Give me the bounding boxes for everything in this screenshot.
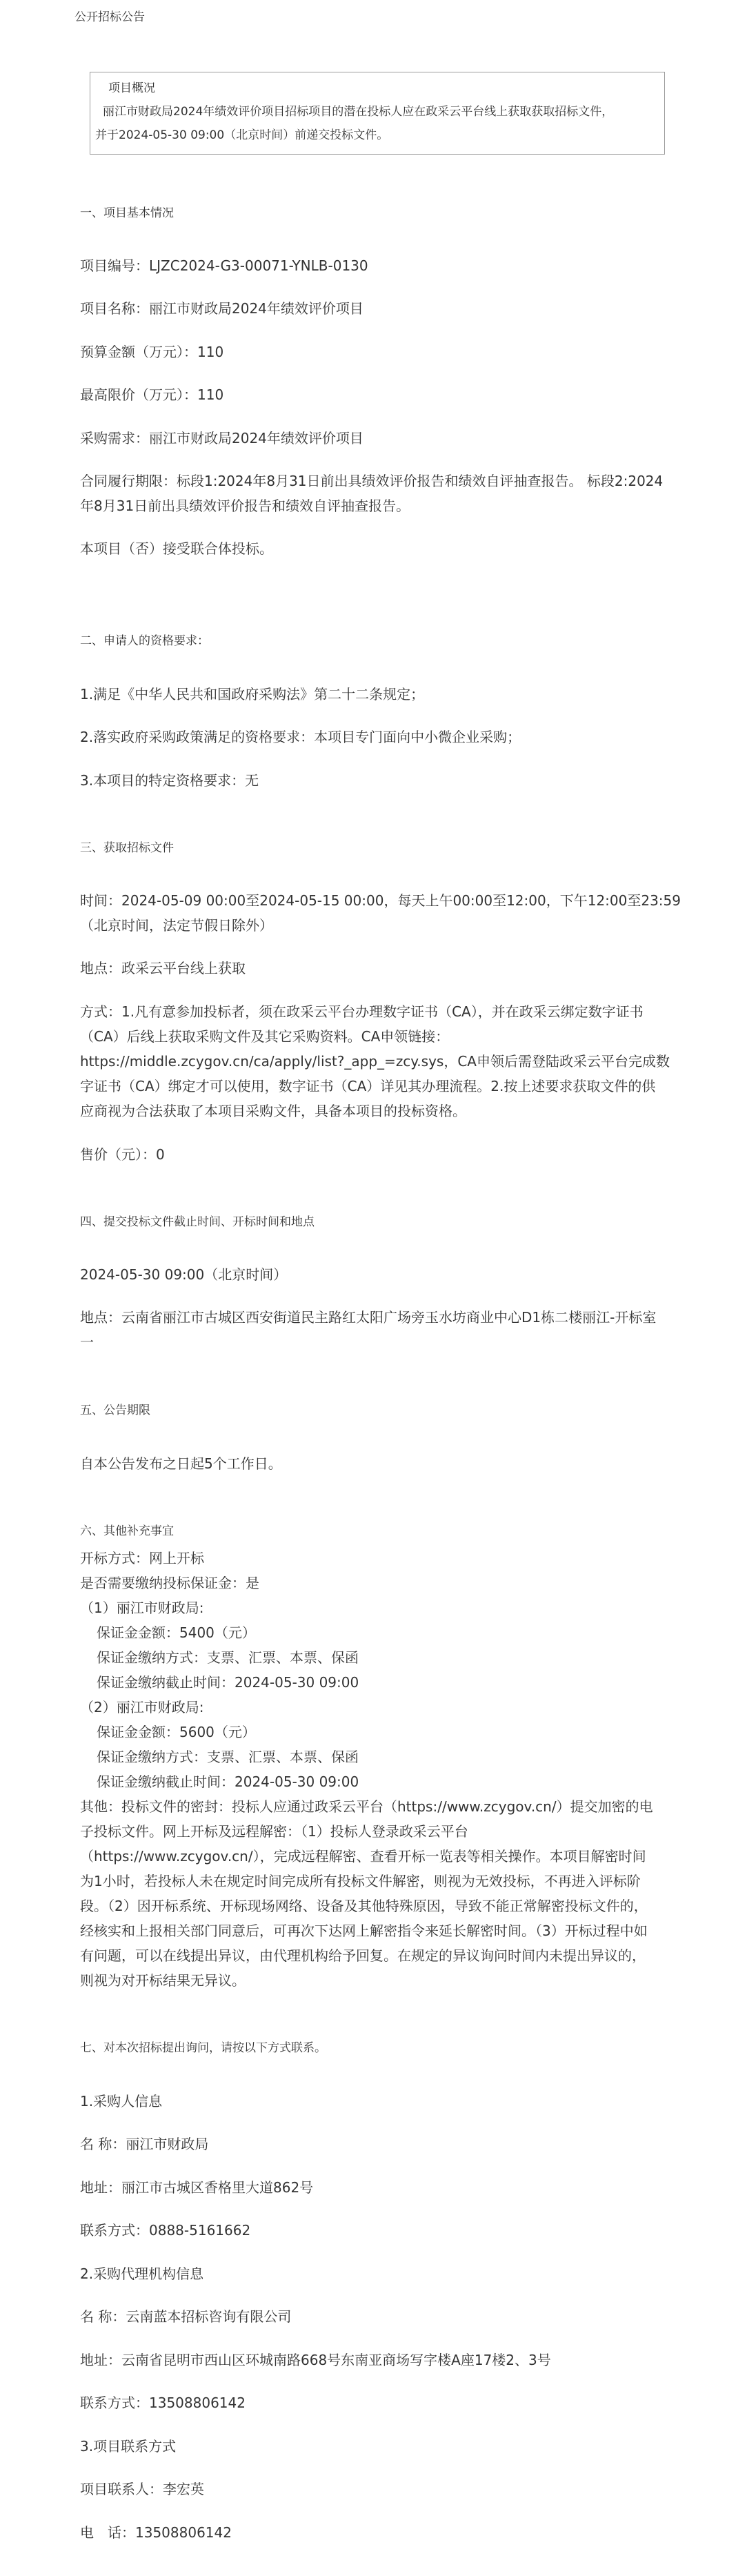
section-heading-obtain-documents: 三、获取招标文件 xyxy=(80,841,174,855)
project-contact-phone: 电 话：13508806142 xyxy=(80,2524,232,2541)
project-number: 项目编号：LJZC2024-G3-00071-YNLB-0130 xyxy=(80,257,368,274)
purchaser-address: 地址：丽江市古城区香格里大道862号 xyxy=(80,2179,314,2196)
obtain-time-line-1: 时间：2024-05-09 00:00至2024-05-15 00:00，每天上午00:00至12:00，下午12:00至23:59 xyxy=(80,892,681,909)
supplementary-line: 保证金金额：5600（元） xyxy=(97,1724,256,1740)
supplementary-line: 子投标文件。网上开标及远程解密：（1）投标人登录政采云平台 xyxy=(80,1823,468,1840)
supplementary-line: 为1小时，若投标人未在规定时间完成所有投标文件解密，则视为无效投标，不再进入评标阶 xyxy=(80,1873,641,1889)
overview-line-1: 丽江市财政局2024年绩效评价项目招标项目的潜在投标人应在政采云平台线上获取获取招标文件， xyxy=(103,105,614,119)
qualification-item-2: 2.落实政府采购政策满足的资格要求：本项目专门面向中小微企业采购； xyxy=(80,729,521,745)
notice-period: 自本公告发布之日起5个工作日。 xyxy=(80,1455,282,1472)
supplementary-line: （1）丽江市财政局: xyxy=(80,1600,204,1616)
supplementary-line: 其他：投标文件的密封：投标人应通过政采云平台（https://www.zcygov.cn/）提交加密的电 xyxy=(80,1798,653,1815)
supplementary-line: （https://www.zcygov.cn/），完成远程解密、查看开标一览表等相关操作。本项目解密时间 xyxy=(80,1848,646,1865)
page-title: 公开招标公告 xyxy=(74,10,145,24)
bid-opening-place-line-1: 地点：云南省丽江市古城区西安街道民主路红太阳广场旁玉水坊商业中心D1栋二楼丽江-开标室 xyxy=(80,1309,657,1326)
supplementary-line: 段。（2）因开标系统、开标现场网络、设备及其他特殊原因，导致不能正常解密投标文件的， xyxy=(80,1898,648,1914)
supplementary-line: （2）丽江市财政局: xyxy=(80,1699,204,1715)
agency-info-title: 2.采购代理机构信息 xyxy=(80,2265,204,2282)
bid-opening-place-line-2: 一 xyxy=(80,1334,94,1350)
obtain-method-line-5: 应商视为合法获取了本项目采购文件，具备本项目的投标资格。 xyxy=(80,1103,466,1119)
contract-period-line-2: 年8月31日前出具绩效评价报告和绩效自评抽查报告。 xyxy=(80,498,410,514)
obtain-method-line-4: 字证书（CA）绑定才可以使用，数字证书（CA）详见其办理流程。2.按上述要求获取文件的供 xyxy=(80,1078,656,1094)
qualification-item-3: 3.本项目的特定资格要求：无 xyxy=(80,772,259,789)
max-price: 最高限价（万元）：110 xyxy=(80,386,224,403)
purchaser-info-title: 1.采购人信息 xyxy=(80,2093,163,2110)
supplementary-line: 则视为对开标结果无异议。 xyxy=(80,1972,246,1989)
supplementary-line: 有问题，可以在线提出异议，由代理机构给予回复。在规定的异议询问时间内未提出异议的， xyxy=(80,1947,646,1964)
supplementary-line: 是否需要缴纳投标保证金：是 xyxy=(80,1575,259,1591)
section-heading-contacts: 七、对本次招标提出询问，请按以下方式联系。 xyxy=(80,2041,326,2055)
bid-deadline: 2024-05-30 09:00（北京时间） xyxy=(80,1266,288,1283)
obtain-time-line-2: （北京时间，法定节假日除外） xyxy=(80,917,273,934)
agency-address: 地址：云南省昆明市西山区环城南路668号东南亚商场写字楼A座17楼2、3号 xyxy=(80,2352,551,2368)
supplementary-line: 开标方式：网上开标 xyxy=(80,1550,204,1566)
supplementary-line: 保证金缴纳方式：支票、汇票、本票、保函 xyxy=(97,1649,359,1666)
agency-name: 名 称：云南蓝本招标咨询有限公司 xyxy=(80,2308,292,2325)
consortium-bid-note: 本项目（否）接受联合体投标。 xyxy=(80,540,273,557)
agency-contact: 联系方式：13508806142 xyxy=(80,2395,246,2411)
contract-period-line-1: 合同履行期限：标段1:2024年8月31日前出具绩效评价报告和绩效自评抽查报告。 标段2:2024 xyxy=(80,473,664,489)
supplementary-line: 保证金金额：5400（元） xyxy=(97,1624,256,1641)
section-heading-supplementary: 六、其他补充事宜 xyxy=(80,1524,174,1538)
project-name: 项目名称：丽江市财政局2024年绩效评价项目 xyxy=(80,300,363,317)
project-contact-person: 项目联系人：李宏英 xyxy=(80,2481,204,2497)
project-overview-box xyxy=(90,72,665,155)
obtain-method-line-2: （CA）后线上获取采购文件及其它采购资料。CA申领链接： xyxy=(80,1028,450,1045)
section-heading-notice-period: 五、公告期限 xyxy=(80,1404,150,1417)
section-heading-qualifications: 二、申请人的资格要求： xyxy=(80,634,209,648)
overview-line-2: 并于2024-05-30 09:00（北京时间）前递交投标文件。 xyxy=(95,128,389,142)
budget-amount: 预算金额（万元）：110 xyxy=(80,344,224,360)
overview-title: 项目概况 xyxy=(108,81,155,95)
section-heading-deadline: 四、提交投标文件截止时间、开标时间和地点 xyxy=(80,1215,315,1229)
document-price: 售价（元）：0 xyxy=(80,1146,165,1163)
supplementary-line: 保证金缴纳截止时间：2024-05-30 09:00 xyxy=(97,1773,359,1790)
obtain-place: 地点：政采云平台线上获取 xyxy=(80,960,246,976)
obtain-method-line-3: https://middle.zcygov.cn/ca/apply/list?_app_=zcy.sys，CA申领后需登陆政采云平台完成数 xyxy=(80,1053,670,1070)
procurement-requirement: 采购需求：丽江市财政局2024年绩效评价项目 xyxy=(80,430,363,446)
section-heading-basic-info: 一、项目基本情况 xyxy=(80,206,174,220)
supplementary-line: 保证金缴纳方式：支票、汇票、本票、保函 xyxy=(97,1749,359,1765)
project-contact-title: 3.项目联系方式 xyxy=(80,2438,177,2455)
purchaser-contact: 联系方式：0888-5161662 xyxy=(80,2222,251,2239)
obtain-method-line-1: 方式：1.凡有意参加投标者，须在政采云平台办理数字证书（CA），并在政采云绑定数字证书 xyxy=(80,1003,644,1020)
supplementary-line: 保证金缴纳截止时间：2024-05-30 09:00 xyxy=(97,1674,359,1691)
purchaser-name: 名 称：丽江市财政局 xyxy=(80,2136,209,2152)
supplementary-line: 经核实和上报相关部门同意后，可再次下达网上解密指令来延长解密时间。（3）开标过程中如 xyxy=(80,1923,648,1939)
qualification-item-1: 1.满足《中华人民共和国政府采购法》第二十二条规定； xyxy=(80,686,425,702)
